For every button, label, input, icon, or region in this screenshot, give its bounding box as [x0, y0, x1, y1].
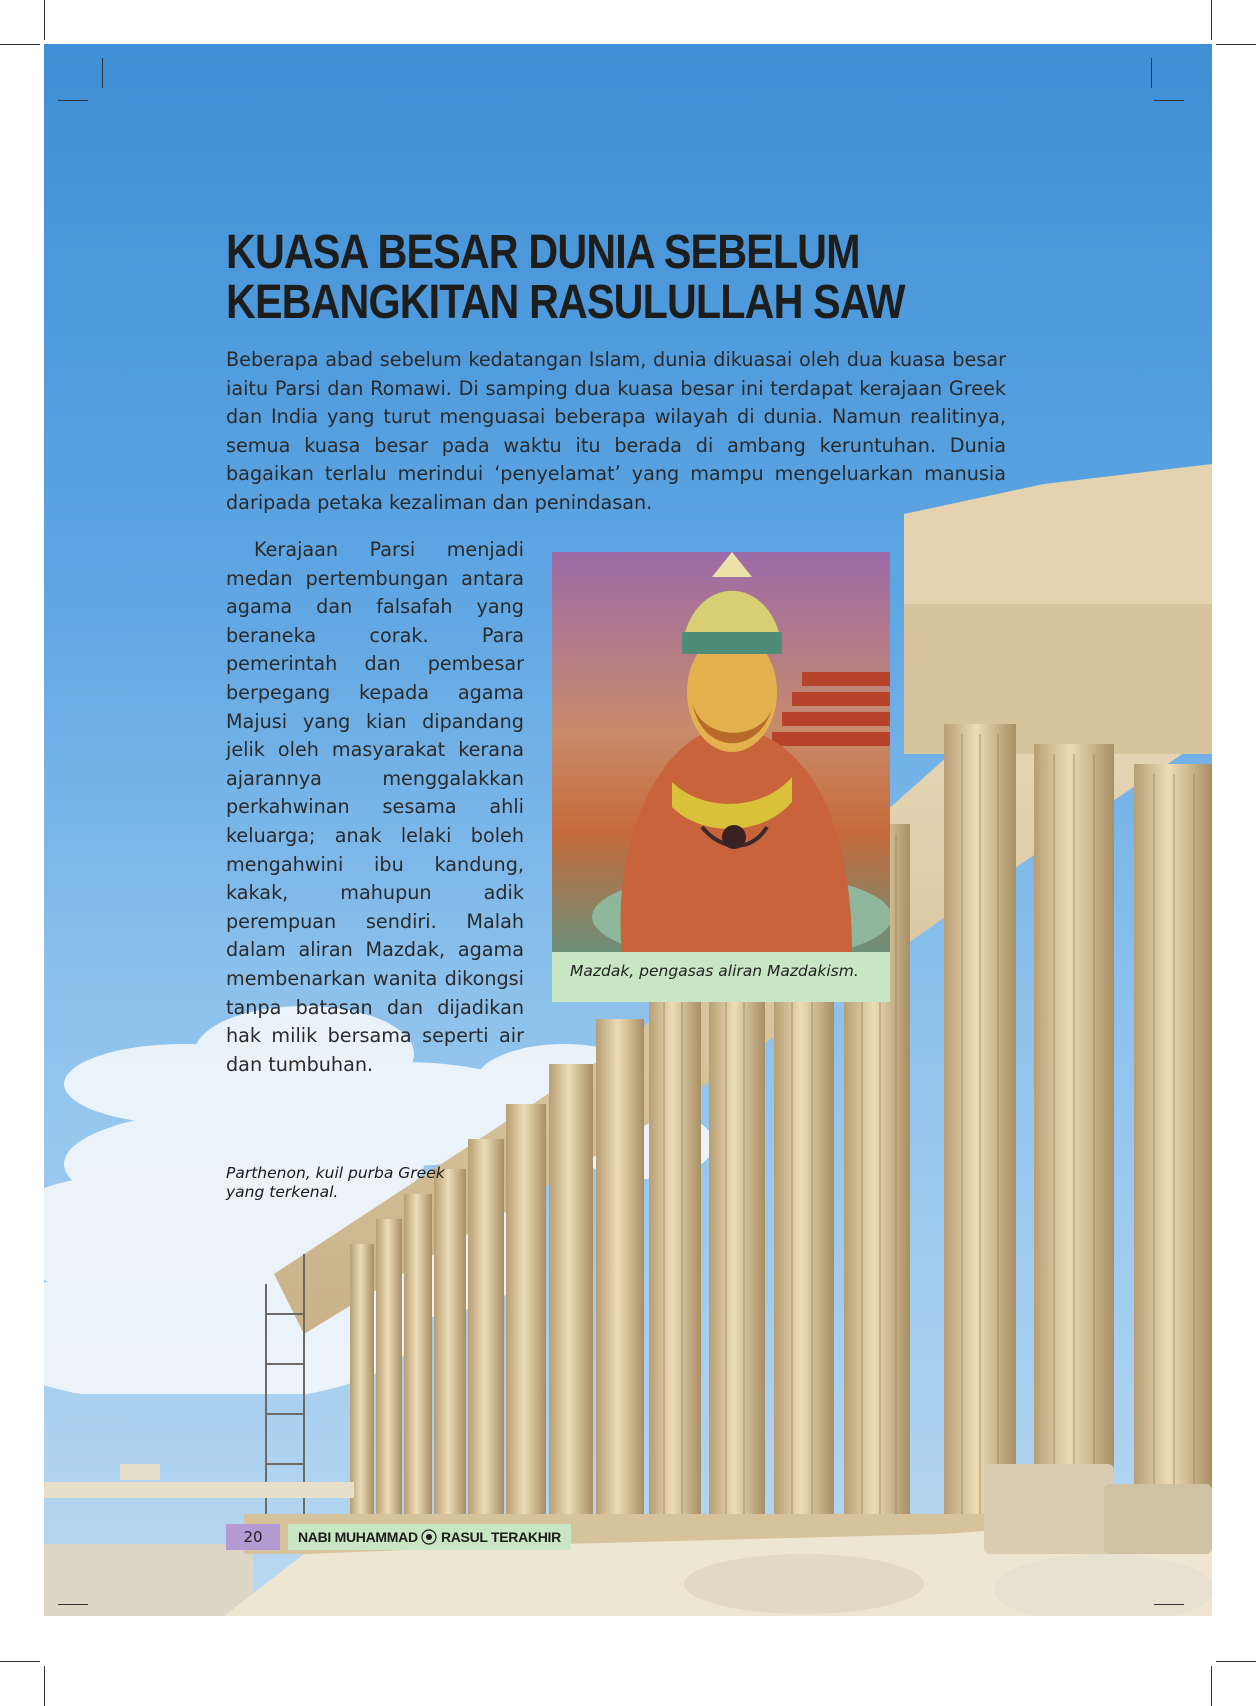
crop-mark: [58, 100, 88, 101]
parthenon-caption: Parthenon, kuil purba Greek yang terkenal.: [226, 1164, 445, 1201]
crop-mark: [1211, 1666, 1212, 1706]
crop-mark: [1154, 100, 1184, 101]
portrait-figure: [552, 552, 890, 1002]
crop-mark: [1211, 0, 1212, 40]
running-title-part-1: NABI MUHAMMAD: [298, 1529, 418, 1545]
crop-mark: [102, 58, 103, 88]
crop-mark: [44, 0, 45, 40]
crop-mark: [0, 44, 40, 45]
saw-seal-icon: [421, 1529, 437, 1545]
crop-mark: [44, 1666, 45, 1706]
crop-mark: [1216, 44, 1256, 45]
page-number: 20: [226, 1524, 280, 1550]
body-paragraph: Kerajaan Parsi menjadi medan pertembungan antara agama dan falsafah yang beraneka corak. Para pemerintah dan pembesar berpegang kepada agama Majusi yang kian dipandang jelik oleh masyarakat kerana ajarannya menggalakkan perkahwinan sesama ahli keluarga; anak lelaki boleh mengahwini ibu kandung, kakak, mahupun adik perempuan sendiri. Malah dalam aliran Mazdak, agama membenarkan wanita dikongsi tanpa batasan dan dijadikan hak milik bersama seperti air dan tumbuhan.: [226, 538, 524, 1076]
page-title-line-2: KEBANGKITAN RASULULLAH SAW: [226, 276, 905, 329]
running-title: [288, 1524, 571, 1550]
crop-mark: [1154, 1604, 1184, 1605]
page-title: [226, 228, 1086, 328]
book-page: [44, 44, 1212, 1616]
crop-mark: [1216, 1661, 1256, 1662]
crop-mark: [58, 1604, 88, 1605]
page-footer: [226, 1524, 571, 1550]
mazdak-portrait: [552, 552, 890, 952]
page-title-line-1: KUASA BESAR DUNIA SEBELUM: [226, 226, 860, 279]
crop-mark: [1151, 58, 1152, 88]
intro-paragraph: Beberapa abad sebelum kedatangan Islam, dunia dikuasai oleh dua kuasa besar iaitu Parsi dan Romawi. Di samping dua kuasa besar ini terdapat kerajaan Greek dan India yang turut menguasai beberapa wilayah di dunia. Namun realitinya, semua kuasa besar pada waktu itu berada di ambang keruntuhan. Dunia bagaikan terlalu merindui ‘penyelamat’ yang mampu mengeluarkan manusia daripada petaka kezaliman dan penindasan.: [226, 348, 1006, 514]
portrait-caption: Mazdak, pengasas aliran Mazdakism.: [570, 962, 859, 980]
crop-mark: [0, 1661, 40, 1662]
running-title-part-2: RASUL TERAKHIR: [440, 1529, 561, 1545]
